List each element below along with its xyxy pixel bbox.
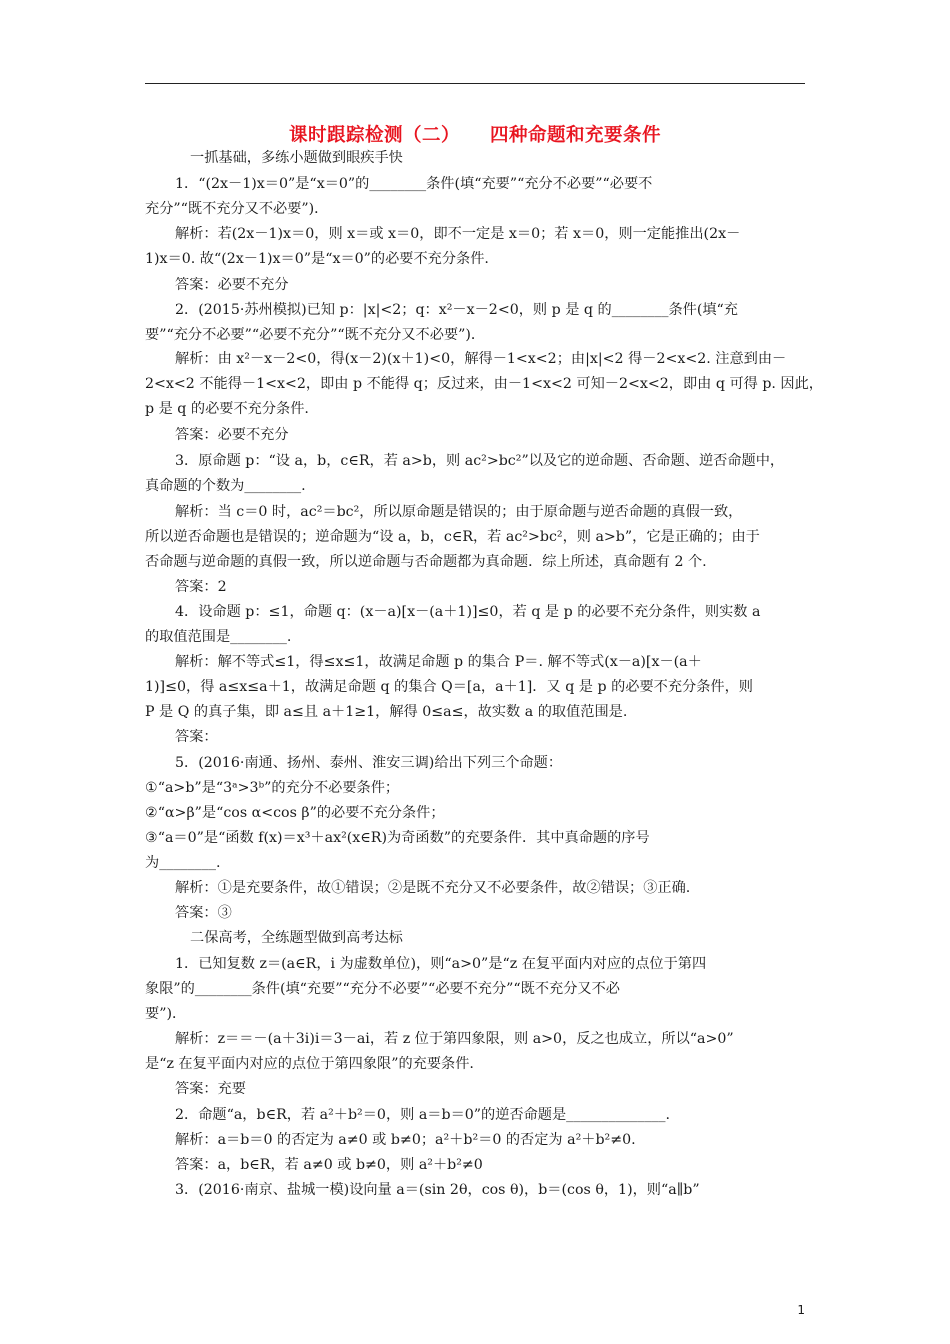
text-line: 2<x<2 不能得－1<x<2，即由 p 不能得 q；反过来，由－1<x<2 可知－2<x<2，即由 q 可得 p. 因此， (145, 376, 823, 392)
text-line: 答案：2 (175, 579, 227, 595)
text-line: ②“α>β”是“cos α<cos β”的必要不充分条件； (145, 805, 445, 821)
page-title (0, 123, 950, 149)
text-line: 3．(2016·南京、盐城一模)设向量 a＝(sin 2θ，cos θ)，b＝(cos θ，1)，则“a∥b” (175, 1182, 700, 1198)
text-line: 1)]≤0，得 a≤x≤a＋1，故满足命题 q 的集合 Q＝[a，a＋1]．又 q 是 p 的必要不充分条件，则 (145, 679, 753, 695)
text-line: 4．设命题 p：≤1，命题 q：(x－a)[x－(a＋1)]≤0，若 q 是 p 的必要不充分条件，则实数 a (175, 604, 761, 620)
text-line: 充分”“既不充分又不必要”)． (145, 201, 329, 217)
text-line: 1．“(2x－1)x＝0”是“x＝0”的________条件(填“充要”“充分不必要”“必要不 (175, 176, 653, 192)
text-line: 答案： (175, 729, 218, 745)
text-line: 为________. (145, 855, 221, 871)
text-line: p 是 q 的必要不充分条件. (145, 401, 309, 417)
section-heading: 一抓基础，多练小题做到眼疾手快 (190, 150, 403, 166)
text-line: ①“a>b”是“3ᵃ>3ᵇ”的充分不必要条件； (145, 780, 400, 796)
section-heading: 二保高考，全练题型做到高考达标 (190, 930, 403, 946)
text-line: 答案：充要 (175, 1081, 246, 1097)
text-line: 答案：必要不充分 (175, 427, 289, 443)
text-line: 1)x＝0. 故“(2x－1)x＝0”是“x＝0”的必要不充分条件. (145, 251, 489, 267)
text-line: 解析：z＝＝－(a＋3i)i＝3－ai，若 z 位于第四象限，则 a>0，反之也成立，所以“a>0” (175, 1031, 734, 1047)
text-line: P 是 Q 的真子集，即 a≤且 a＋1≥1，解得 0≤a≤，故实数 a 的取值范围是. (145, 704, 628, 720)
text-line: 解析：a＝b＝0 的否定为 a≠0 或 b≠0；a²＋b²＝0 的否定为 a²＋b²≠0. (175, 1132, 636, 1148)
text-line: 的取值范围是________. (145, 629, 292, 645)
text-line: 解析：①是充要条件，故①错误；②是既不充分又不必要条件，故②错误；③正确. (175, 880, 691, 896)
page-number: 1 (797, 1303, 805, 1317)
title-main: 课时跟踪检测（二） (288, 125, 460, 146)
text-line: 所以逆否命题也是错误的；逆命题为“设 a，b，c∈R，若 ac²>bc²，则 a>b”，它是正确的；由于 (145, 529, 760, 545)
title-sub: 四种命题和充要条件 (490, 125, 662, 146)
text-line: 2．命题“a，b∈R，若 a²＋b²＝0，则 a＝b＝0”的逆否命题是______________. (175, 1107, 670, 1123)
text-line: 否命题与逆命题的真假一致，所以逆命题与否命题都为真命题．综上所述，真命题有 2 个. (145, 554, 707, 570)
text-line: 2．(2015·苏州模拟)已知 p：|x|<2；q：x²－x－2<0，则 p 是 q 的________条件(填“充 (175, 302, 738, 318)
text-line: 1．已知复数 z＝(a∈R，i 为虚数单位)，则“a>0”是“z 在复平面内对应的点位于第四 (175, 956, 707, 972)
text-line: 解析：若(2x－1)x＝0，则 x＝或 x＝0，即不一定是 x＝0；若 x＝0，则一定能推出(2x－ (175, 226, 741, 242)
text-line: 解析：解不等式≤1，得≤x≤1，故满足命题 p 的集合 P＝. 解不等式(x－a)[x－(a＋ (175, 654, 702, 670)
text-line: ③“a＝0”是“函数 f(x)＝x³＋ax²(x∈R)为奇函数”的充要条件．其中真命题的序号 (145, 830, 650, 846)
text-line: 答案：必要不充分 (175, 277, 289, 293)
text-line: 要”)． (145, 1006, 187, 1022)
header-rule (145, 83, 805, 84)
text-line: 真命题的个数为________. (145, 478, 306, 494)
text-line: 象限”的________条件(填“充要”“充分不必要”“必要不充分”“既不充分又不必 (145, 981, 620, 997)
text-line: 3．原命题 p：“设 a，b，c∈R，若 a>b，则 ac²>bc²”以及它的逆命题、否命题、逆否命题中， (175, 453, 785, 469)
text-line: 解析：当 c＝0 时，ac²＝bc²，所以原命题是错误的；由于原命题与逆否命题的真假一致， (175, 504, 743, 520)
text-line: 答案：a，b∈R，若 a≠0 或 b≠0，则 a²＋b²≠0 (175, 1157, 483, 1173)
text-line: 解析：由 x²－x－2<0，得(x－2)(x＋1)<0，解得－1<x<2；由|x|<2 得－2<x<2. 注意到由－ (175, 351, 787, 367)
text-line: 要”“充分不必要”“必要不充分”“既不充分又不必要”)． (145, 327, 486, 343)
text-line: 答案：③ (175, 905, 232, 921)
text-line: 是“z 在复平面内对应的点位于第四象限”的充要条件. (145, 1056, 474, 1072)
text-line: 5．(2016·南通、扬州、泰州、淮安三调)给出下列三个命题： (175, 755, 563, 771)
